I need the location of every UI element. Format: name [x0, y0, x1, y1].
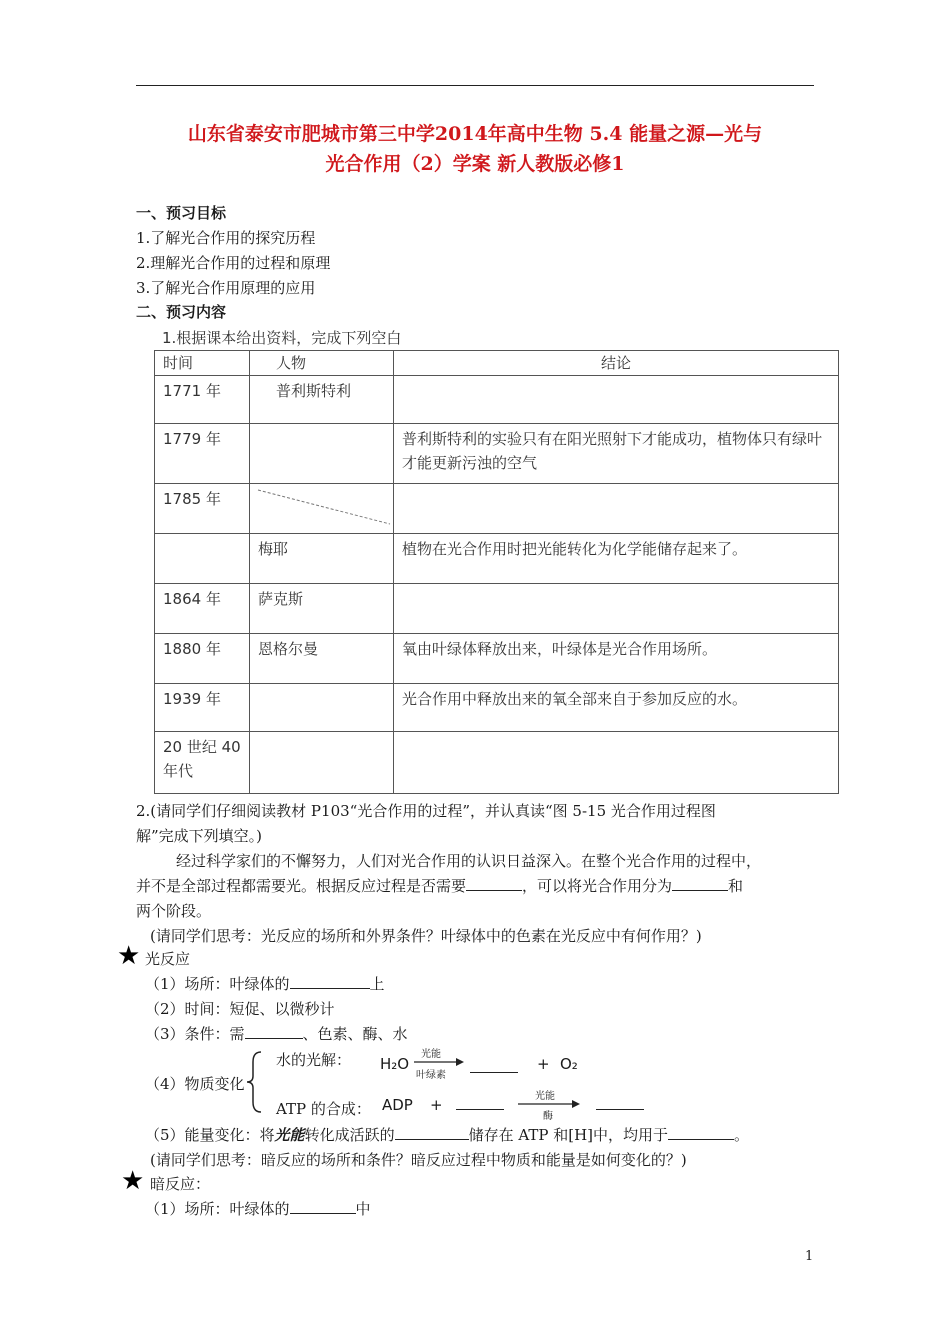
- blank-atp-reactant[interactable]: [456, 1095, 504, 1110]
- right-arrow-icon: [414, 1058, 464, 1066]
- star-icon: ★: [117, 941, 141, 971]
- left-brace-icon: [245, 1050, 265, 1114]
- plus-sign: +: [430, 1096, 443, 1114]
- star-icon: ★: [121, 1166, 145, 1196]
- light-item-5-text: 储存在 ATP 和[H]中，均用于: [468, 1126, 669, 1144]
- dark-reaction-heading: 暗反应：: [150, 1175, 211, 1193]
- table-row: [155, 634, 839, 684]
- arrow-top-label: 光能: [421, 1049, 441, 1060]
- cell-conclusion[interactable]: [394, 376, 839, 424]
- table-row: [155, 684, 839, 732]
- cell-time: 1939 年: [155, 684, 250, 732]
- think-question-2: (请同学们思考：暗反应的场所和条件？暗反应过程中物质和能量是如何变化的？): [150, 1151, 687, 1169]
- blank-need-light[interactable]: [466, 876, 522, 891]
- light-item-5-end: 。: [734, 1126, 750, 1144]
- paragraph-line-1: 经过科学家们的不懈努力，人们对光合作用的认识日益深入。在整个光合作用的过程中，: [176, 852, 762, 870]
- title-line-1: 山东省泰安市肥城市第三中学2014年高中生物 5.4 能量之源—光与: [187, 123, 763, 145]
- cell-conclusion[interactable]: [394, 584, 839, 634]
- cell-conclusion: 氧由叶绿体释放出来，叶绿体是光合作用场所。: [394, 634, 839, 684]
- diagonal-line: [250, 484, 394, 534]
- section2-heading: 二、预习内容: [136, 303, 227, 321]
- cell-time: 1779 年: [155, 424, 250, 484]
- light-item-1-suffix: 上: [369, 975, 385, 993]
- cell-time: 1785 年: [155, 484, 250, 534]
- goal-item-2: 2.理解光合作用的过程和原理: [136, 254, 331, 272]
- light-item-3-suffix: 、色素、酶、水: [302, 1025, 408, 1043]
- cell-conclusion[interactable]: [394, 732, 839, 794]
- arrow-bottom-label: 酶: [543, 1111, 553, 1122]
- water-photolysis-label: 水的光解：: [276, 1051, 352, 1069]
- light-item-2: （2）时间：短促、以微秒计: [145, 1000, 335, 1018]
- light-item-1: [145, 973, 385, 994]
- goal-item-1: 1.了解光合作用的探究历程: [136, 229, 316, 247]
- history-table: [154, 350, 839, 794]
- section1-heading: 一、预习目标: [136, 204, 227, 222]
- table-row: [155, 534, 839, 584]
- light-energy-term: 光能: [274, 1126, 305, 1144]
- h2o-formula: H₂O: [380, 1055, 410, 1073]
- light-item-4: （4）物质变化: [145, 1075, 245, 1093]
- page-number: 1: [805, 1249, 814, 1264]
- light-reaction-heading: 光反应: [145, 950, 191, 968]
- dark-item-1-suffix: 中: [355, 1200, 371, 1218]
- cell-person: 普利斯特利: [250, 376, 394, 424]
- blank-water-product[interactable]: [470, 1058, 518, 1073]
- question-1: 1.根据课本给出资料，完成下列空白: [162, 329, 402, 347]
- cell-conclusion: 光合作用中释放出来的氧全部来自于参加反应的水。: [394, 684, 839, 732]
- dark-item-1: [145, 1198, 371, 1219]
- table-row: [155, 424, 839, 484]
- cell-person[interactable]: [250, 684, 394, 732]
- table-header-row: [155, 351, 839, 376]
- blank-dark-site[interactable]: [290, 1199, 356, 1214]
- paragraph-text: 和: [728, 877, 744, 895]
- arrow-bottom-label: 叶绿素: [416, 1070, 446, 1081]
- header-person: 人物: [250, 351, 394, 376]
- paragraph-line-2: [136, 875, 743, 896]
- atp-synthesis-label: ATP 的合成：: [276, 1100, 371, 1118]
- light-item-5-label: （5）能量变化：将: [145, 1126, 275, 1144]
- header-time: 时间: [155, 351, 250, 376]
- light-item-1-label: （1）场所：叶绿体的: [145, 975, 290, 993]
- question-2-line-1: 2.(请同学们仔细阅读教材 P103“光合作用的过程”，并认真读“图 5-15 光合作用过程图: [136, 802, 716, 820]
- light-item-3: [145, 1023, 408, 1044]
- blank-condition[interactable]: [245, 1024, 303, 1039]
- light-item-5: [145, 1124, 749, 1145]
- cell-person: 萨克斯: [250, 584, 394, 634]
- table-row: [155, 484, 839, 534]
- cell-conclusion: 植物在光合作用时把光能转化为化学能储存起来了。: [394, 534, 839, 584]
- header-conclusion: 结论: [394, 351, 839, 376]
- cell-time: 1880 年: [155, 634, 250, 684]
- table-row: [155, 584, 839, 634]
- paragraph-text: 并不是全部过程都需要光。根据反应过程是否需要: [136, 877, 467, 895]
- dark-item-1-label: （1）场所：叶绿体的: [145, 1200, 290, 1218]
- blank-stage-1[interactable]: [672, 876, 728, 891]
- table-row: [155, 732, 839, 794]
- blank-atp-product[interactable]: [596, 1095, 644, 1110]
- plus-sign: +: [537, 1055, 550, 1073]
- table-row: [155, 376, 839, 424]
- cell-person-diagonal[interactable]: [250, 484, 394, 534]
- cell-time[interactable]: [155, 534, 250, 584]
- cell-conclusion[interactable]: [394, 484, 839, 534]
- paragraph-text: ，可以将光合作用分为: [522, 877, 673, 895]
- cell-person: 梅耶: [250, 534, 394, 584]
- light-item-5-text: 转化成活跃的: [304, 1126, 395, 1144]
- cell-person[interactable]: [250, 732, 394, 794]
- o2-formula: O₂: [560, 1055, 578, 1073]
- cell-time: 20 世纪 40 年代: [155, 732, 250, 794]
- goal-item-3: 3.了解光合作用原理的应用: [136, 279, 316, 297]
- cell-person: 恩格尔曼: [250, 634, 394, 684]
- think-question-1: (请同学们思考：光反应的场所和外界条件？叶绿体中的色素在光反应中有何作用？): [150, 927, 702, 945]
- cell-time: 1864 年: [155, 584, 250, 634]
- blank-used-for[interactable]: [668, 1125, 734, 1140]
- cell-time: 1771 年: [155, 376, 250, 424]
- blank-energy-form[interactable]: [395, 1125, 469, 1140]
- cell-person[interactable]: [250, 424, 394, 484]
- header-rule: [136, 85, 814, 86]
- light-item-3-label: （3）条件：需: [145, 1025, 245, 1043]
- paragraph-line-3: 两个阶段。: [136, 902, 212, 920]
- cell-conclusion: 普利斯特利的实验只有在阳光照射下才能成功，植物体只有绿叶才能更新污浊的空气: [394, 424, 839, 484]
- adp-formula: ADP: [382, 1096, 413, 1114]
- title-line-2: 光合作用（2）学案 新人教版必修1: [325, 153, 625, 175]
- question-2-line-2: 解”完成下列填空。): [136, 827, 263, 845]
- blank-site[interactable]: [290, 974, 370, 989]
- arrow-top-label: 光能: [535, 1091, 555, 1102]
